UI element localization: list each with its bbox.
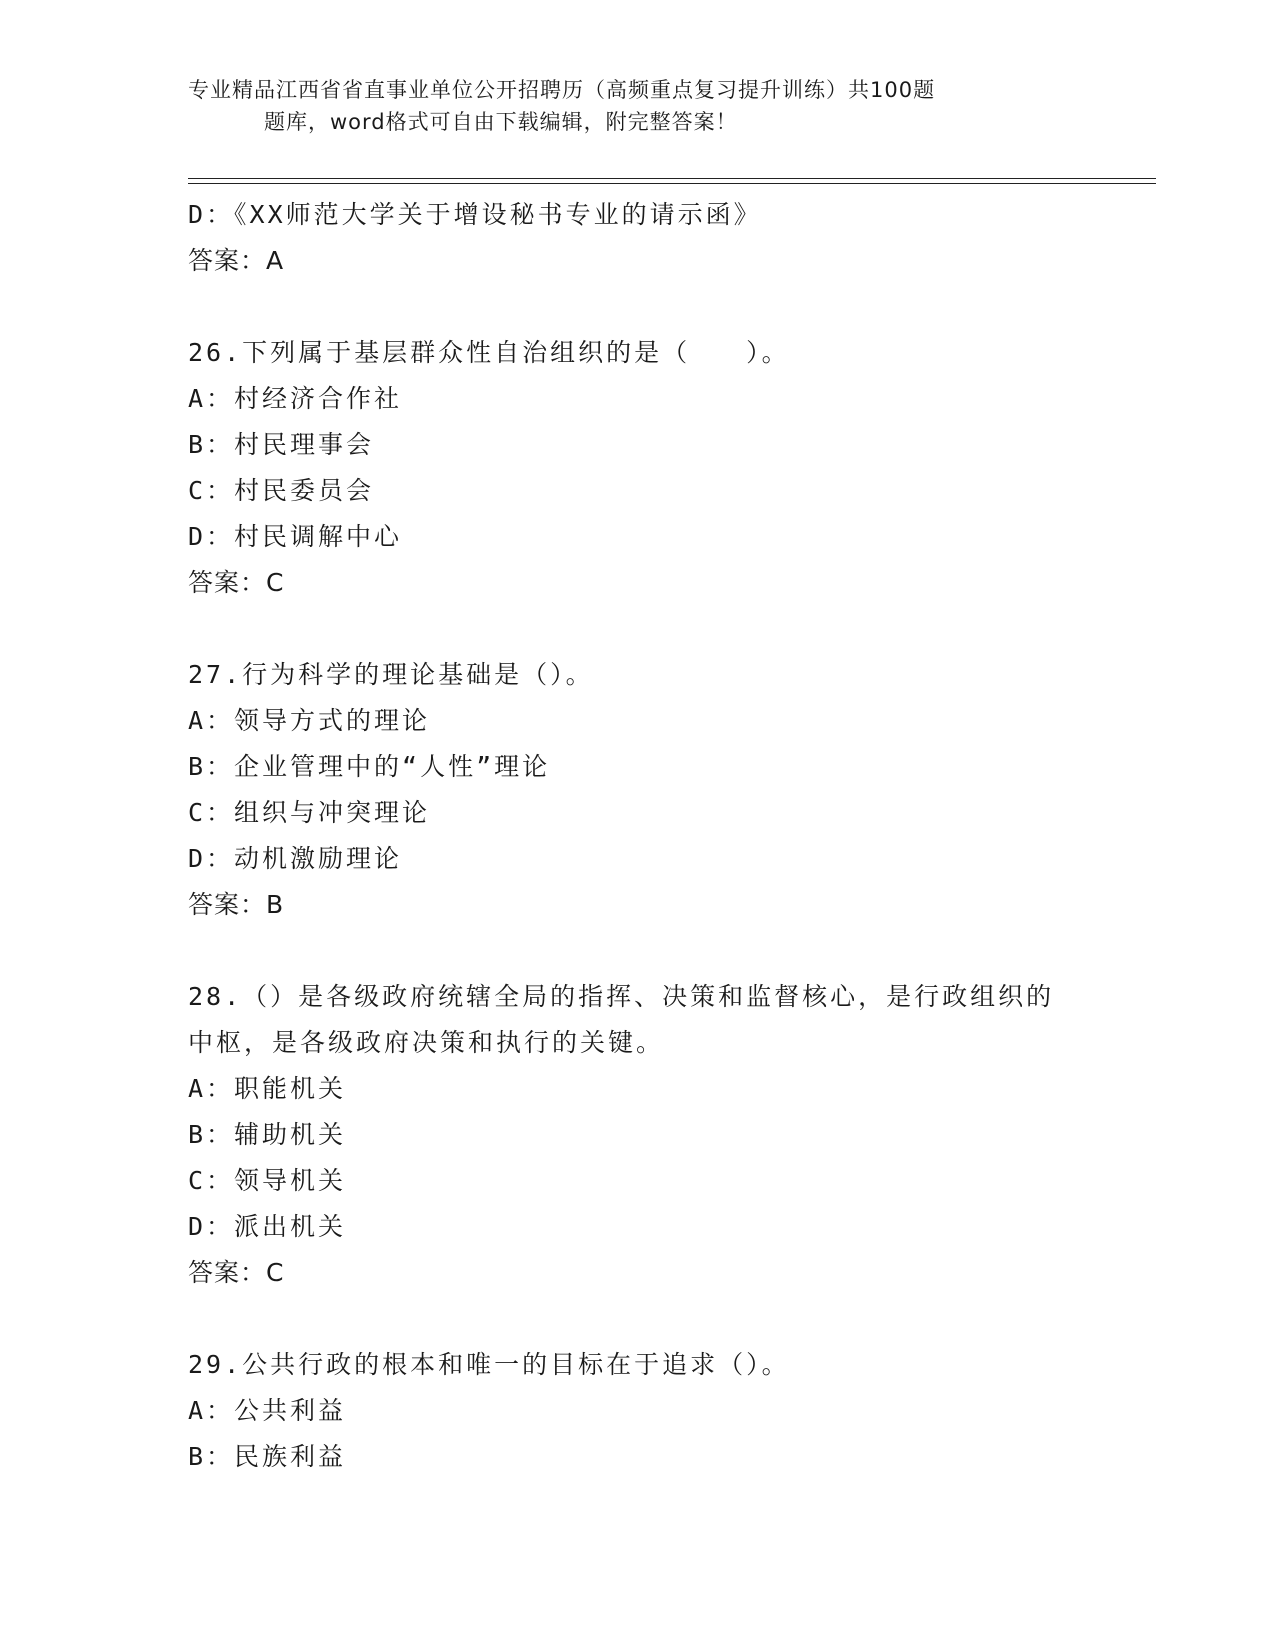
question-28 bbox=[188, 974, 1088, 1296]
option-a: A：领导方式的理论 bbox=[188, 706, 431, 735]
option-b: B：辅助机关 bbox=[188, 1120, 347, 1149]
option-d: D：《XX师范大学关于增设秘书专业的请示函》 bbox=[188, 200, 762, 229]
option-c: C：组织与冲突理论 bbox=[188, 798, 431, 827]
option-c: C：领导机关 bbox=[188, 1166, 347, 1195]
previous-question-tail bbox=[188, 192, 1088, 284]
question-29 bbox=[188, 1342, 1088, 1480]
answer-line: 答案：B bbox=[188, 890, 285, 919]
option-a: A：村经济合作社 bbox=[188, 384, 403, 413]
question-stem: 26.下列属于基层群众性自治组织的是（ ）。 bbox=[188, 338, 790, 367]
option-d: D：动机激励理论 bbox=[188, 844, 403, 873]
option-b: B：村民理事会 bbox=[188, 430, 375, 459]
header-title-line1: 专业精品江西省省直事业单位公开招聘历（高频重点复习提升训练）共100题 bbox=[188, 78, 936, 102]
option-d: D：派出机关 bbox=[188, 1212, 347, 1241]
question-stem: 27.行为科学的理论基础是（）。 bbox=[188, 660, 594, 689]
option-c: C：村民委员会 bbox=[188, 476, 375, 505]
question-26 bbox=[188, 330, 1088, 606]
answer-line: 答案：C bbox=[188, 568, 285, 597]
question-27 bbox=[188, 652, 1088, 928]
header-divider-bottom bbox=[188, 183, 1156, 184]
question-stem-line2: 中枢，是各级政府决策和执行的关键。 bbox=[188, 1028, 665, 1057]
answer-line: 答案：A bbox=[188, 246, 285, 275]
question-stem: 29.公共行政的根本和唯一的目标在于追求（）。 bbox=[188, 1350, 790, 1379]
option-b: B：企业管理中的“人性”理论 bbox=[188, 752, 551, 781]
option-b: B：民族利益 bbox=[188, 1442, 347, 1471]
document-body bbox=[188, 192, 1088, 1480]
option-d: D：村民调解中心 bbox=[188, 522, 403, 551]
page-header bbox=[188, 74, 1068, 138]
question-stem-line1: 28.（）是各级政府统辖全局的指挥、决策和监督核心，是行政组织的 bbox=[188, 982, 1055, 1011]
answer-line: 答案：C bbox=[188, 1258, 285, 1287]
header-divider-top bbox=[188, 178, 1156, 179]
header-title-line2: 题库，word格式可自由下载编辑，附完整答案！ bbox=[264, 110, 738, 134]
option-a: A：公共利益 bbox=[188, 1396, 347, 1425]
option-a: A：职能机关 bbox=[188, 1074, 347, 1103]
